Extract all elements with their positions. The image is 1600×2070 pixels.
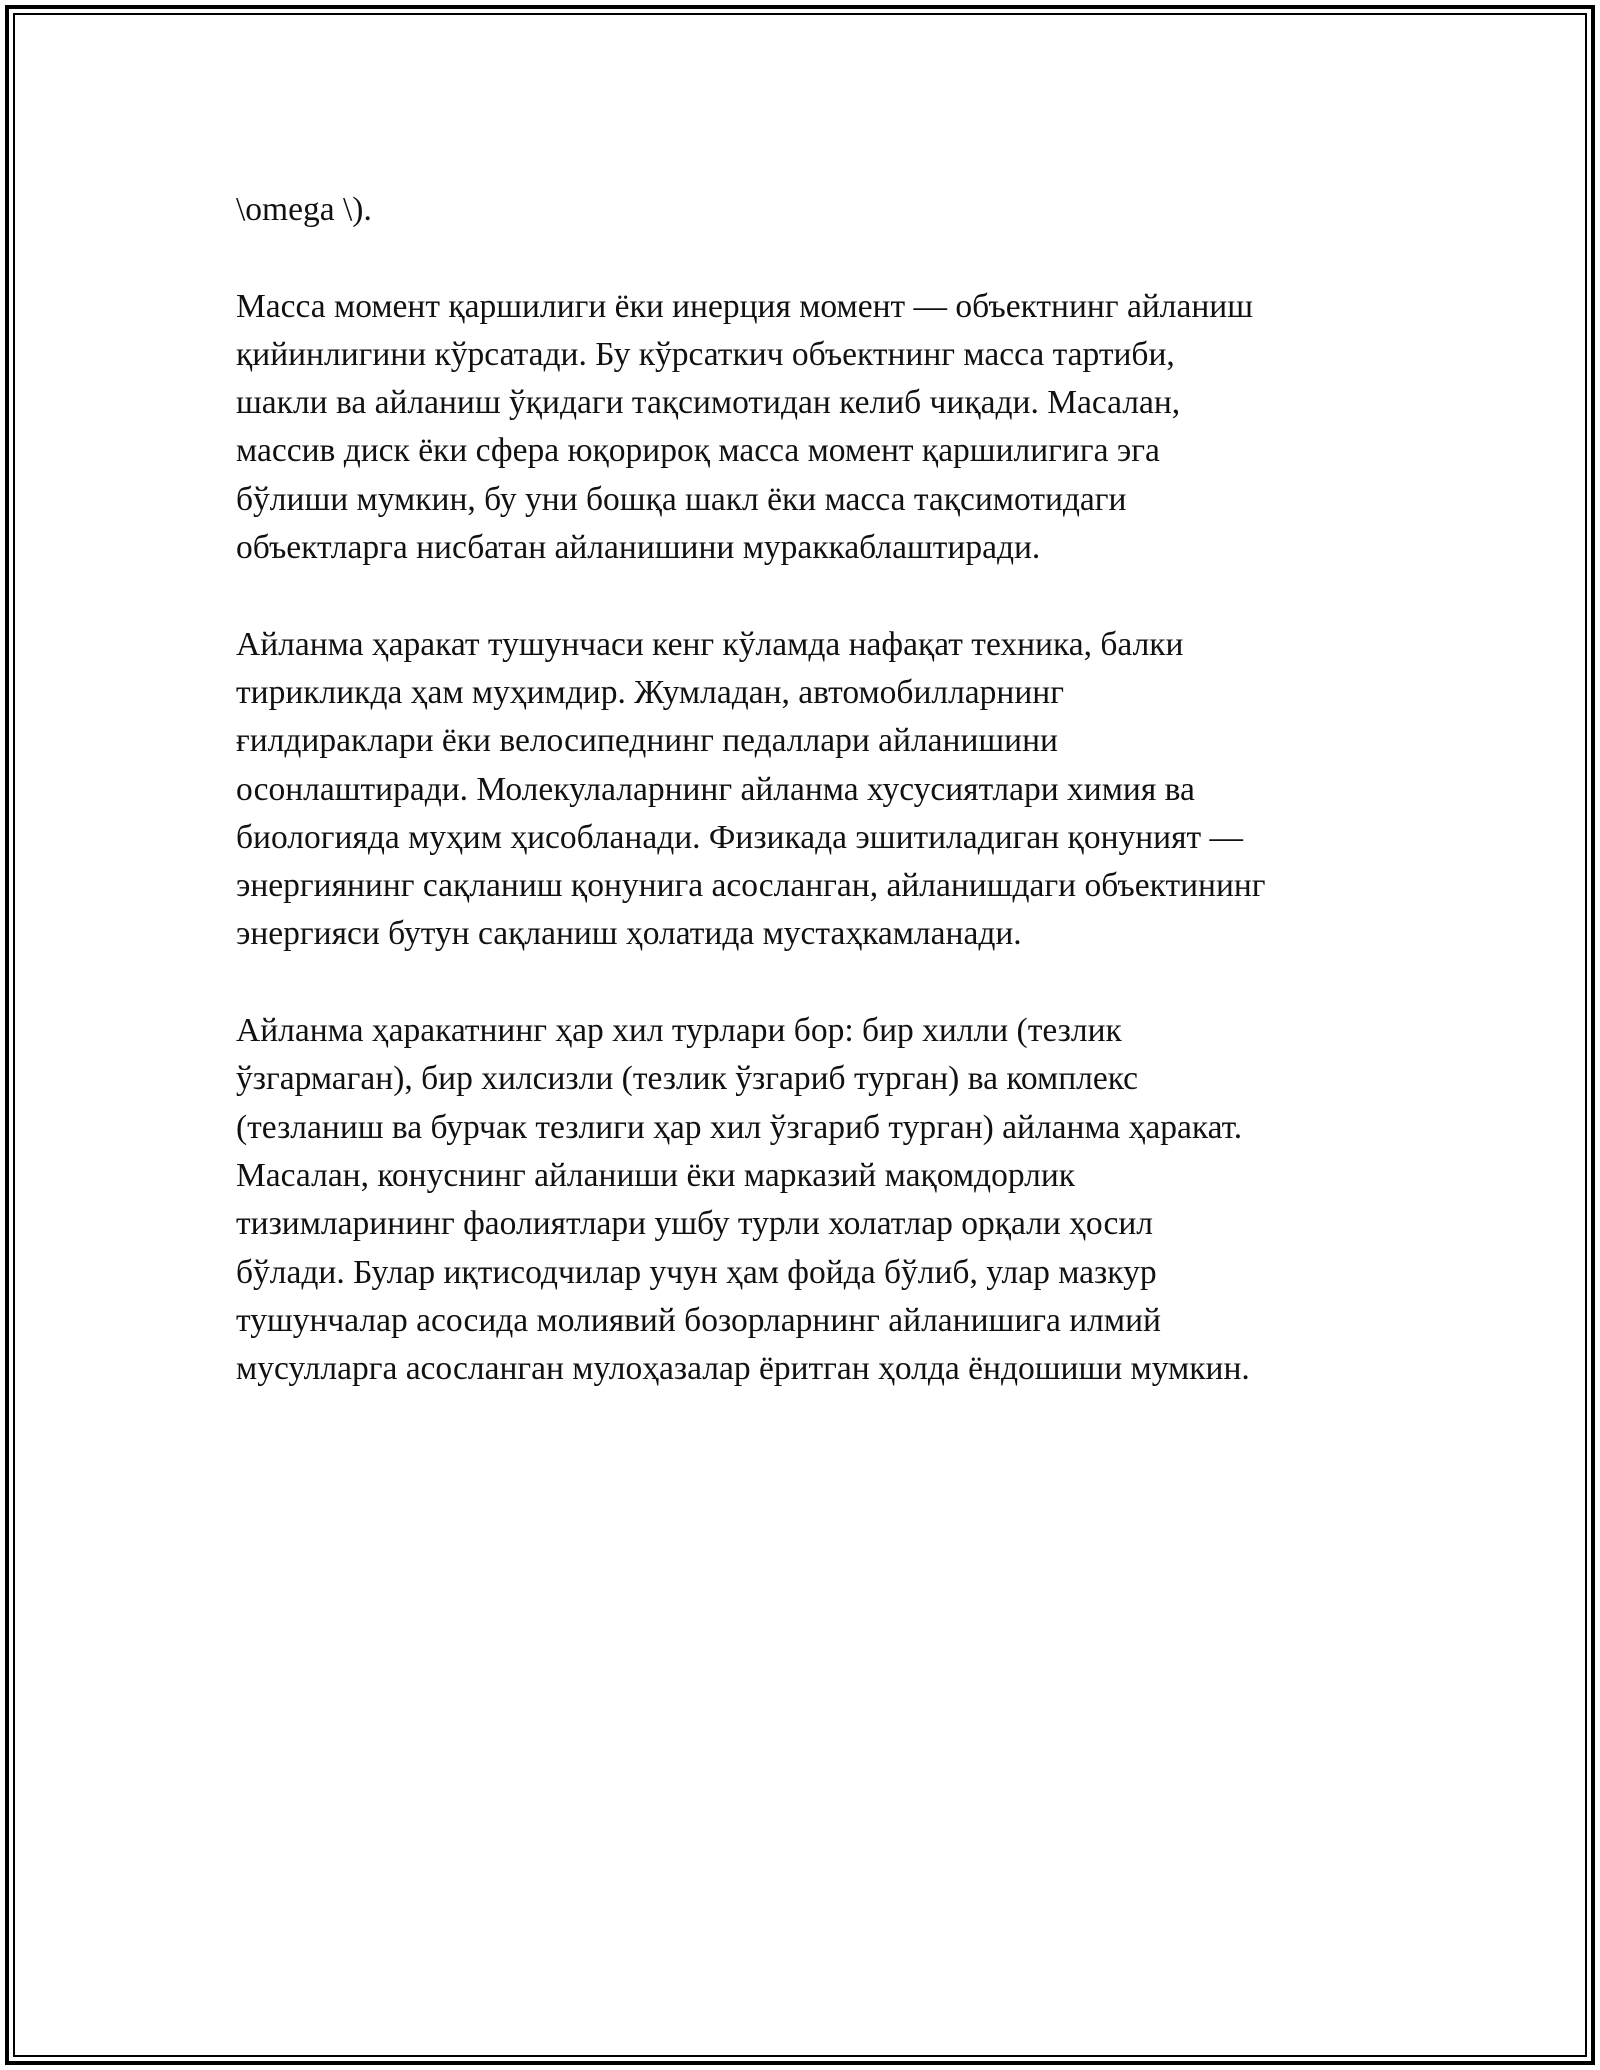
text-line: бўлади. Булар иқтисодчилар учун ҳам фойда бўлиб, улар мазкур [236, 1253, 1157, 1291]
text-line: (тезланиш ва бурчак тезлиги ҳар хил ўзгариб турган) айланма ҳаракат. [236, 1108, 1243, 1146]
text-line: ўзгармаган), бир хилсизли (тезлик ўзгариб турган) ва комплекс [236, 1060, 1139, 1098]
text-line: \omega \). [236, 191, 372, 228]
text-line: тизимларининг фаолиятлари ушбу турли холатлар орқали ҳосил [236, 1205, 1154, 1243]
paragraph-formula-tail [236, 186, 1386, 234]
text-line: ғилдираклари ёки велосипеднинг педаллари айланишини [236, 722, 1058, 760]
text-line: Айланма ҳаракат тушунчаси кенг кўламда нафақат техника, балки [236, 625, 1184, 663]
paragraph-moment-of-inertia [236, 283, 1386, 573]
paragraph-rotational-motion-importance [236, 621, 1386, 959]
paragraph-types-of-rotation [236, 1007, 1386, 1393]
text-line: Масса момент қаршилиги ёки инерция момент — объектнинг айланиш [236, 287, 1253, 325]
text-line: Масалан, конуснинг айланиши ёки марказий мақомдорлик [236, 1156, 1076, 1194]
text-line: биологияда муҳим ҳисобланади. Физикада эшитиладиган қонуният — [236, 818, 1244, 856]
text-line: мусулларга асосланган мулоҳазалар ёритган ҳолда ёндошиши мумкин. [236, 1350, 1250, 1388]
text-line: Айланма ҳаракатнинг ҳар хил турлари бор: бир хилли (тезлик [236, 1012, 1122, 1050]
text-line: энергиянинг сақланиш қонунига асосланган, айланишдаги объектининг [236, 867, 1266, 905]
text-line: шакли ва айланиш ўқидаги тақсимотидан келиб чиқади. Масалан, [236, 384, 1181, 422]
text-line: қийинлигини кўрсатади. Бу кўрсаткич объектнинг масса тартиби, [236, 335, 1175, 373]
text-line: тушунчалар асосида молиявий бозорларнинг айланишига илмий [236, 1301, 1161, 1339]
text-line: массив диск ёки сфера юқорироқ масса момент қаршилигига эга [236, 432, 1160, 470]
text-line: бўлиши мумкин, бу уни бошқа шакл ёки масса тақсимотидаги [236, 480, 1127, 518]
text-line: объектларга нисбатан айланишини мураккаблаштиради. [236, 529, 1041, 567]
text-line: энергияси бутун сақланиш ҳолатида мустаҳкамланади. [236, 915, 1022, 953]
text-line: тирикликда ҳам муҳимдир. Жумладан, автомобилларнинг [236, 673, 1064, 711]
text-line: осонлаштиради. Молекулаларнинг айланма хусусиятлари химия ва [236, 770, 1195, 808]
document-body [236, 186, 1386, 1442]
